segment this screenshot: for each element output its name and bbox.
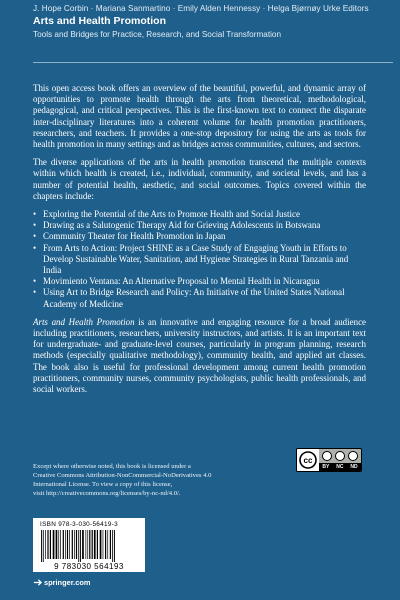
creative-commons-badge xyxy=(296,448,362,472)
cc-logo-icon xyxy=(297,449,319,471)
book-title: Arts and Health Promotion xyxy=(33,15,167,27)
svg-text:cc: cc xyxy=(303,456,313,465)
topics-list xyxy=(33,209,366,310)
license-notice xyxy=(33,462,273,498)
cc-label-nc: NC xyxy=(336,464,344,470)
blurb-paragraph-3 xyxy=(33,317,366,395)
license-line: Creative Commons Attribution-NonCommercial-NoDerivatives 4.0 xyxy=(33,472,212,479)
blurb-paragraph-1: This open access book offers an overview of the beautiful, powerful, and dynamic array of opportunities to promote health through the arts from theoretical, methodological, pedagogical, and critical perspectives. This is the first-known text to connect the disparate inter-disciplinary literatures into a coherent volume for health promotion practitioners, researchers, and teachers. It provides a one-stop depository for using the arts as tools for health promotion in many settings and as bridges across communities, cultures, and sectors. xyxy=(33,83,366,150)
cover-header xyxy=(33,4,393,39)
topic-item: • From Arts to Action: Project SHINE as a Case Study of Engaging Youth in Efforts to Develop Sustainable Water, Sanitation, and Hygiene Strategies in Rural Tanzania and India xyxy=(43,243,366,277)
book-subtitle: Tools and Bridges for Practice, Research, and Social Transformation xyxy=(33,30,282,39)
isbn-barcode xyxy=(33,518,145,572)
barcode-digits: 9 783030 564193 xyxy=(54,562,124,571)
noncommercial-icon xyxy=(335,451,345,461)
topic-item: • Drawing as a Salutogenic Therapy Aid for Grieving Adolescents in Botswana xyxy=(43,220,366,231)
book-title-italic: Arts and Health Promotion xyxy=(33,316,135,327)
cc-label-by: BY xyxy=(322,464,330,470)
springer-arrow-icon xyxy=(33,578,42,587)
blurb-paragraph-3-text: is an innovative and engaging resource for a broad audience including practitioners, researchers, university instructors, and artists. It is an important text for undergraduate- and graduate-level courses, particularly in program planning, research methods (especially qualitative methodology), community health, and applied art classes. The book also is useful for professional development among current health promotion practitioners, community nurses, community psychologists, public health professionals, and social workers. xyxy=(33,316,366,395)
cc-label-nd: ND xyxy=(350,464,358,470)
topic-item: • Exploring the Potential of the Arts to Promote Health and Social Justice xyxy=(43,209,366,220)
topic-item: • Movimiento Ventana: An Alternative Proposal to Mental Health in Nicaragua xyxy=(43,276,366,287)
license-line: visit http://creativecommons.org/licenses/by-nc-nd/4.0/. xyxy=(33,490,181,497)
license-line: Except where otherwise noted, this book is licensed under a xyxy=(33,463,191,470)
publisher-link[interactable] xyxy=(33,578,90,587)
editors-line: J. Hope Corbin · Mariana Sanmartino · Emily Alden Hennessy · Helga Bjørnøy Urke Editors xyxy=(33,4,369,13)
barcode-bars xyxy=(41,530,139,562)
blurb xyxy=(33,83,366,402)
license-line: International License. To view a copy of this license, xyxy=(33,481,173,488)
topic-item: • Community Theater for Health Promotion in Japan xyxy=(43,231,366,242)
header-divider xyxy=(33,62,393,63)
publisher-name: springer.com xyxy=(44,578,91,587)
isbn-text: ISBN 978-3-030-56419-3 xyxy=(40,521,119,528)
topic-item: • Using Art to Bridge Research and Policy: An Initiative of the United States National Academy of Medicine xyxy=(43,287,366,309)
attribution-icon xyxy=(322,451,332,461)
noderivatives-icon xyxy=(348,451,358,461)
blurb-paragraph-2: The diverse applications of the arts in health promotion transcend the multiple contexts within which health is created, i.e., individual, community, and societal levels, and has a number of potential health, aesthetic, and social outcomes. Topics covered within the chapters include: xyxy=(33,157,366,201)
